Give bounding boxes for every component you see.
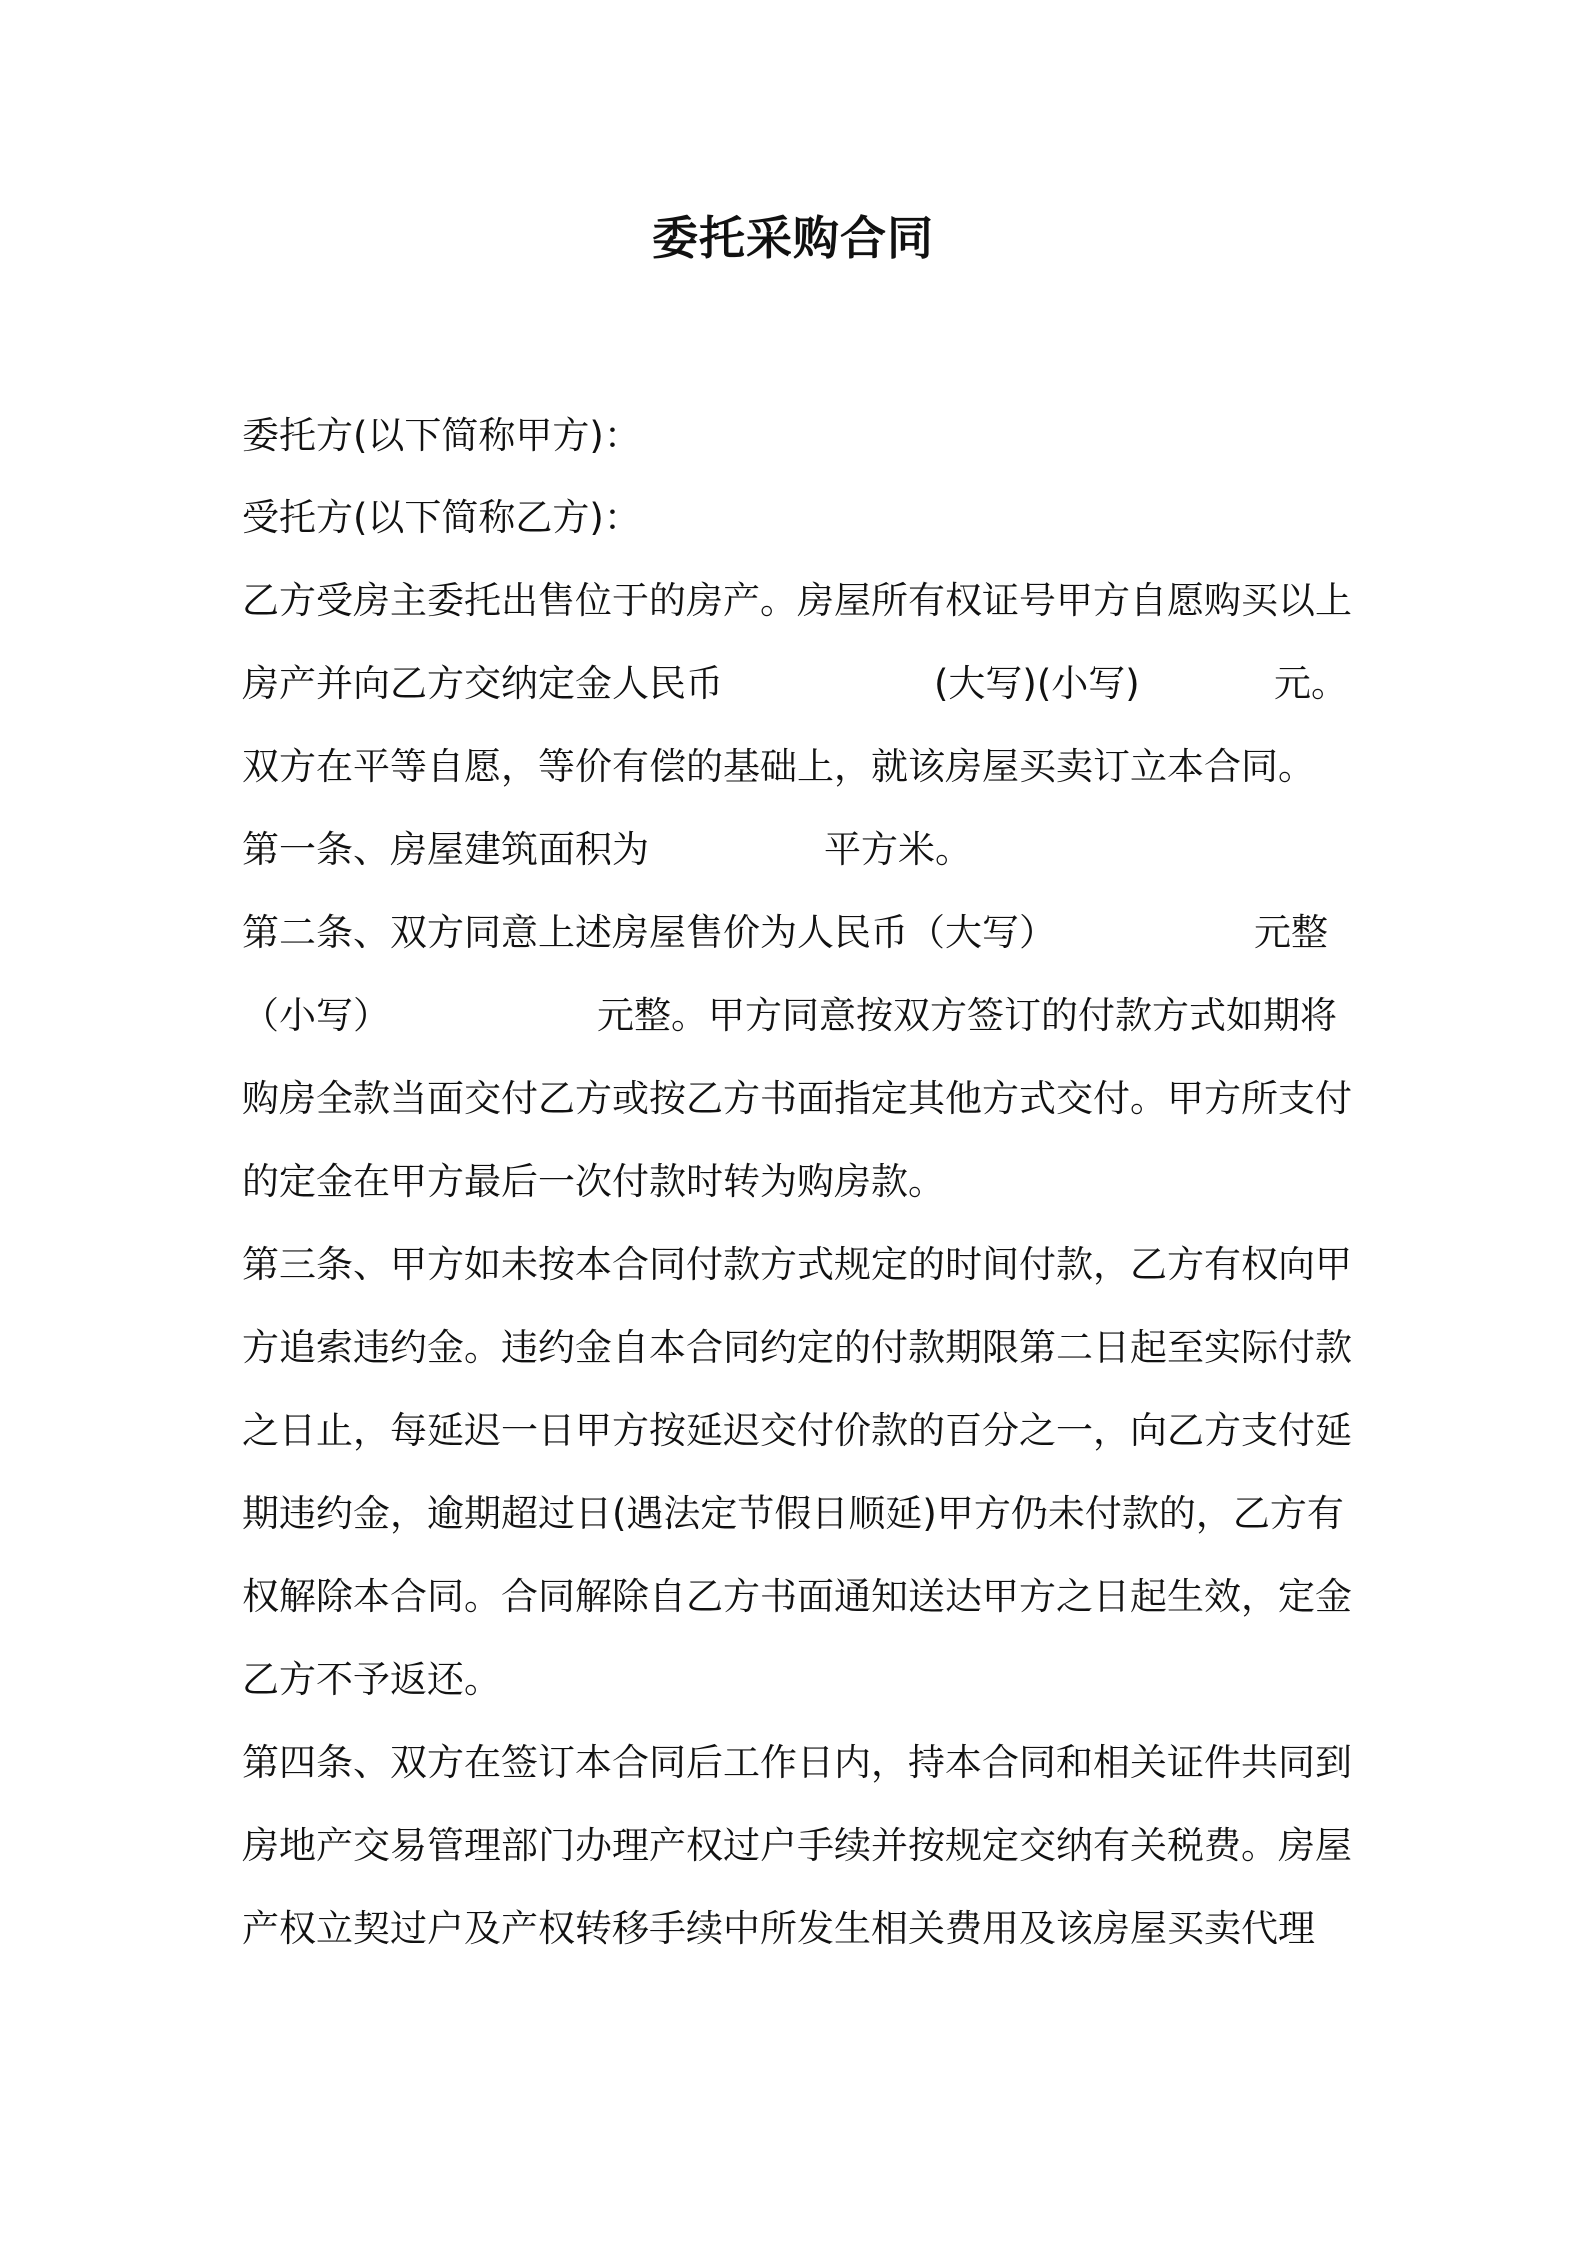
paragraph-line: 的定金在甲方最后一次付款时转为购房款。 <box>242 1160 945 1203</box>
article-2-continued-text: 元整。甲方同意按双方签订的付款方式如期将 <box>597 994 1337 1037</box>
deposit-text: 房产并向乙方交纳定金人民币 <box>242 662 723 705</box>
article-2-text: 第二条、双方同意上述房屋售价为人民币（大写） <box>242 911 1056 954</box>
paragraph-line: 权解除本合同。合同解除自乙方书面通知送达甲方之日起生效，定金 <box>242 1575 1352 1618</box>
article-1-text: 第一条、房屋建筑面积为 <box>242 828 649 871</box>
area-unit: 平方米。 <box>824 828 972 871</box>
lowercase-amount-label: （小写） <box>242 994 390 1037</box>
paragraph-line: 房地产交易管理部门办理产权过户手续并按规定交纳有关税费。房屋 <box>242 1824 1352 1867</box>
document-title: 委托采购合同 <box>652 211 934 265</box>
client-party-line: 委托方(以下简称甲方)： <box>242 414 641 457</box>
currency-unit: 元。 <box>1274 662 1348 705</box>
currency-unit: 元整 <box>1254 911 1328 954</box>
trustee-party-line: 受托方(以下简称乙方)： <box>242 496 641 539</box>
paragraph-line: 双方在平等自愿，等价有偿的基础上，就该房屋买卖订立本合同。 <box>242 745 1315 788</box>
paragraph-line: 之日止，每延迟一日甲方按延迟交付价款的百分之一，向乙方支付延 <box>242 1409 1352 1452</box>
paragraph-line: 方追索违约金。违约金自本合同约定的付款期限第二日起至实际付款 <box>242 1326 1352 1369</box>
paragraph-line: 产权立契过户及产权转移手续中所发生相关费用及该房屋买卖代理 <box>242 1907 1315 1950</box>
paragraph-line: 期违约金，逾期超过日(遇法定节假日顺延)甲方仍未付款的，乙方有 <box>242 1492 1344 1535</box>
article-4-line: 第四条、双方在签订本合同后工作日内，持本合同和相关证件共同到 <box>242 1741 1352 1784</box>
paragraph-line: 乙方受房主委托出售位于的房产。房屋所有权证号甲方自愿购买以上 <box>242 579 1352 622</box>
paragraph-line: 购房全款当面交付乙方或按乙方书面指定其他方式交付。甲方所支付 <box>242 1077 1352 1120</box>
paragraph-line: 乙方不予返还。 <box>242 1658 501 1701</box>
article-3-line: 第三条、甲方如未按本合同付款方式规定的时间付款，乙方有权向甲 <box>242 1243 1352 1286</box>
amount-case-label: (大写)(小写) <box>934 662 1140 705</box>
